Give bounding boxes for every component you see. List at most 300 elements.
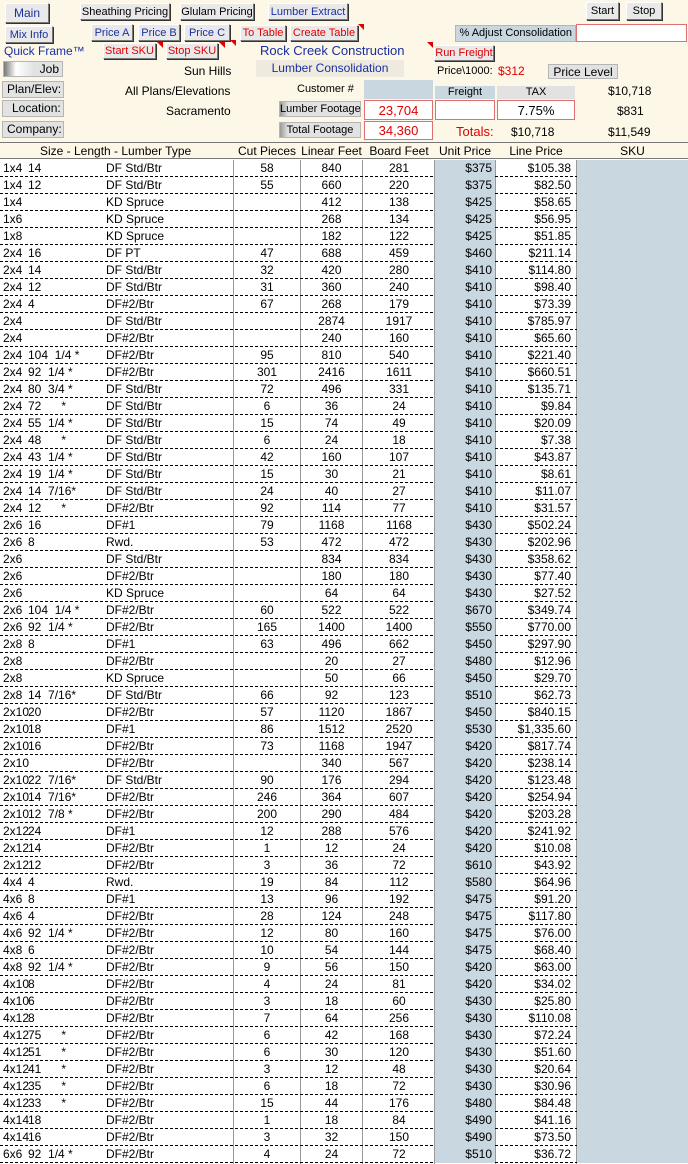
row-sku[interactable]	[577, 585, 688, 602]
row-unit-price[interactable]: $375	[435, 177, 495, 194]
row-line-price: $91.20	[534, 892, 571, 906]
lumber-extract-button[interactable]: Lumber Extract	[268, 3, 348, 20]
row-linear-feet[interactable]: 96	[324, 892, 339, 906]
table-row	[0, 1129, 688, 1146]
row-sku[interactable]	[577, 568, 688, 585]
row-line-price: $41.16	[534, 1113, 571, 1127]
row-linear-feet[interactable]: 364	[321, 790, 342, 804]
row-cut-pieces[interactable]: 53	[260, 535, 274, 549]
row-linear-feet[interactable]: 24	[324, 433, 339, 447]
price-b-button[interactable]: Price B	[138, 24, 180, 41]
row-size: 4x6	[3, 926, 23, 940]
price-c-button[interactable]: Price C	[184, 24, 230, 41]
row-unit-price[interactable]: $420	[435, 976, 495, 993]
row-unit-price[interactable]: $410	[435, 483, 495, 500]
row-linear-feet[interactable]: 50	[324, 671, 339, 685]
row-cut-pieces[interactable]: 95	[260, 348, 274, 362]
row-unit-price[interactable]: $410	[435, 364, 495, 381]
row-sku[interactable]	[577, 194, 688, 211]
row-unit-price[interactable]: $430	[435, 534, 495, 551]
row-sku[interactable]	[577, 534, 688, 551]
row-linear-feet[interactable]: 30	[324, 1045, 339, 1059]
row-sku[interactable]	[577, 313, 688, 330]
row-sku[interactable]	[577, 857, 688, 874]
row-sku[interactable]	[577, 160, 688, 177]
row-linear-feet[interactable]: 114	[321, 501, 342, 515]
row-linear-feet[interactable]: 92	[324, 688, 339, 702]
row-size: 4x12	[3, 1045, 30, 1059]
row-linear-feet[interactable]: 54	[324, 943, 339, 957]
row-line-price: $30.96	[534, 1079, 571, 1093]
row-unit-price[interactable]: $420	[435, 738, 495, 755]
row-line-price: $8.61	[540, 467, 571, 481]
row-linear-feet[interactable]: 290	[321, 807, 342, 821]
row-linear-feet[interactable]: 18	[324, 1079, 339, 1093]
run-freight-button[interactable]: Run Freight	[435, 47, 493, 59]
row-cut-pieces[interactable]: 72	[260, 382, 274, 396]
row-size: 2x4	[3, 280, 23, 294]
row-unit-price[interactable]: $410	[435, 381, 495, 398]
row-linear-feet[interactable]: 42	[324, 1028, 339, 1042]
row-cut-pieces[interactable]: 63	[260, 637, 274, 651]
row-linear-feet[interactable]: 182	[321, 229, 342, 243]
row-linear-feet[interactable]: 522	[321, 603, 342, 617]
row-unit-price[interactable]: $475	[435, 891, 495, 908]
row-length: 75 *	[28, 1028, 67, 1042]
row-sku[interactable]	[577, 653, 688, 670]
row-sku[interactable]	[577, 296, 688, 313]
row-sku[interactable]	[577, 925, 688, 942]
row-linear-feet[interactable]: 18	[324, 994, 339, 1008]
col-header-unit-price: Unit Price	[438, 144, 491, 158]
row-unit-price[interactable]: $425	[435, 194, 495, 211]
row-cut-pieces[interactable]: 9	[263, 960, 271, 974]
row-unit-price[interactable]: $410	[435, 313, 495, 330]
row-size: 2x6	[3, 518, 23, 532]
row-linear-feet[interactable]: 32	[324, 1130, 339, 1144]
row-cut-pieces[interactable]: 6	[263, 433, 271, 447]
row-linear-feet[interactable]: 412	[321, 195, 342, 209]
row-unit-price[interactable]: $430	[435, 585, 495, 602]
row-length: 80 3/4 *	[28, 382, 73, 396]
row-sku[interactable]	[577, 993, 688, 1010]
row-sku[interactable]	[577, 755, 688, 772]
price-a-button[interactable]: Price A	[91, 24, 133, 41]
row-unit-price[interactable]: $430	[435, 1044, 495, 1061]
row-unit-price[interactable]: $425	[435, 228, 495, 245]
row-unit-price[interactable]: $430	[435, 1078, 495, 1095]
row-linear-feet[interactable]: 1512	[318, 722, 345, 736]
row-cut-pieces[interactable]: 92	[260, 501, 274, 515]
row-size: 2x10	[3, 790, 30, 804]
to-table-button[interactable]: To Table	[240, 25, 286, 41]
row-linear-feet[interactable]: 160	[321, 450, 342, 464]
row-sku[interactable]	[577, 1027, 688, 1044]
row-unit-price[interactable]: $410	[435, 415, 495, 432]
row-sku[interactable]	[577, 806, 688, 823]
row-cut-pieces[interactable]: 3	[263, 1062, 271, 1076]
row-lumber-type: DF#2/Btr	[106, 331, 155, 345]
row-linear-feet[interactable]: 12	[324, 841, 339, 855]
row-cut-pieces[interactable]: 4	[263, 1147, 271, 1161]
adjust-consolidation-input[interactable]	[576, 24, 687, 42]
row-linear-feet[interactable]: 240	[321, 331, 342, 345]
row-size: 2x4	[3, 501, 23, 515]
row-sku[interactable]	[577, 1112, 688, 1129]
row-cut-pieces[interactable]: 6	[263, 1079, 271, 1093]
row-sku[interactable]	[577, 1146, 688, 1163]
row-cut-pieces[interactable]: 3	[263, 1130, 271, 1144]
row-unit-price[interactable]: $420	[435, 789, 495, 806]
freight-input[interactable]	[435, 100, 495, 120]
row-linear-feet[interactable]: 24	[324, 1147, 339, 1161]
row-cut-pieces[interactable]: 79	[260, 518, 274, 532]
row-linear-feet[interactable]: 1168	[318, 518, 345, 532]
row-cut-pieces[interactable]: 165	[256, 620, 278, 634]
row-linear-feet[interactable]: 268	[321, 212, 342, 226]
table-row	[0, 483, 688, 500]
row-linear-feet[interactable]: 64	[324, 1011, 339, 1025]
row-size: 4x14	[3, 1113, 30, 1127]
row-sku[interactable]	[577, 840, 688, 857]
row-cut-pieces[interactable]: 1	[263, 841, 271, 855]
row-length: 104 1/4 *	[28, 348, 80, 362]
row-sku[interactable]	[577, 466, 688, 483]
row-lumber-type: DF Std/Btr	[106, 484, 163, 498]
row-lumber-type: DF Std/Btr	[106, 467, 163, 481]
row-unit-price[interactable]: $430	[435, 517, 495, 534]
table-row	[0, 857, 688, 874]
row-board-feet: 472	[388, 535, 410, 549]
row-sku[interactable]	[577, 381, 688, 398]
start-sku-button[interactable]: Start SKU	[103, 43, 156, 59]
row-linear-feet[interactable]: 810	[321, 348, 342, 362]
row-cut-pieces[interactable]: 301	[256, 365, 278, 379]
row-sku[interactable]	[577, 262, 688, 279]
row-sku[interactable]	[577, 364, 688, 381]
row-linear-feet[interactable]: 44	[324, 1096, 339, 1110]
row-sku[interactable]	[577, 721, 688, 738]
row-line-price: $770.00	[527, 620, 571, 634]
row-sku[interactable]	[577, 483, 688, 500]
main-button[interactable]: Main	[5, 3, 49, 23]
row-cut-pieces[interactable]: 57	[260, 705, 274, 719]
row-cut-pieces[interactable]: 7	[263, 1011, 271, 1025]
row-lumber-type: DF#2/Btr	[106, 1079, 155, 1093]
row-unit-price[interactable]: $580	[435, 874, 495, 891]
row-cut-pieces[interactable]: 31	[260, 280, 274, 294]
row-sku[interactable]	[577, 942, 688, 959]
row-unit-price[interactable]: $420	[435, 823, 495, 840]
row-unit-price[interactable]: $430	[435, 993, 495, 1010]
row-sku[interactable]	[577, 823, 688, 840]
sheathing-pricing-button[interactable]: Sheathing Pricing	[80, 3, 170, 20]
row-cut-pieces[interactable]: 3	[263, 994, 271, 1008]
row-linear-feet[interactable]: 472	[321, 535, 342, 549]
row-sku[interactable]	[577, 398, 688, 415]
row-cut-pieces[interactable]: 24	[260, 484, 274, 498]
row-length: 43 1/4 *	[28, 450, 73, 464]
row-unit-price[interactable]: $480	[435, 653, 495, 670]
row-sku[interactable]	[577, 874, 688, 891]
row-cut-pieces[interactable]: 73	[260, 739, 274, 753]
row-linear-feet[interactable]: 24	[324, 977, 339, 991]
row-unit-price[interactable]: $670	[435, 602, 495, 619]
row-unit-price[interactable]: $420	[435, 840, 495, 857]
row-linear-feet[interactable]: 40	[324, 484, 339, 498]
row-linear-feet[interactable]: 360	[321, 280, 342, 294]
row-line-price: $51.85	[534, 229, 571, 243]
row-cut-pieces[interactable]: 246	[256, 790, 278, 804]
row-linear-feet[interactable]: 30	[324, 467, 339, 481]
row-unit-price[interactable]: $410	[435, 296, 495, 313]
row-linear-feet[interactable]: 496	[321, 382, 342, 396]
row-unit-price[interactable]: $510	[435, 687, 495, 704]
row-unit-price[interactable]: $475	[435, 942, 495, 959]
customer-input[interactable]	[364, 80, 433, 99]
row-line-price: $114.80	[528, 263, 571, 277]
row-cut-pieces[interactable]: 47	[260, 246, 274, 260]
row-cut-pieces[interactable]: 13	[260, 892, 274, 906]
row-sku[interactable]	[577, 908, 688, 925]
row-unit-price[interactable]: $450	[435, 704, 495, 721]
row-cut-pieces[interactable]: 86	[260, 722, 274, 736]
row-linear-feet[interactable]: 20	[324, 654, 339, 668]
row-sku[interactable]	[577, 500, 688, 517]
row-linear-feet[interactable]: 176	[321, 773, 342, 787]
lumber-footage-label: Lumber Footage	[280, 103, 361, 115]
row-unit-price[interactable]: $420	[435, 772, 495, 789]
row-unit-price[interactable]: $475	[435, 908, 495, 925]
row-length: 41 *	[28, 1062, 67, 1076]
row-unit-price[interactable]: $410	[435, 449, 495, 466]
row-line-price: $202.96	[527, 535, 571, 549]
row-linear-feet[interactable]: 288	[321, 824, 342, 838]
row-sku[interactable]	[577, 1044, 688, 1061]
row-unit-price[interactable]: $430	[435, 551, 495, 568]
row-line-price: $349.74	[527, 603, 571, 617]
row-cut-pieces[interactable]: 10	[260, 943, 274, 957]
row-board-feet: 64	[392, 586, 406, 600]
row-sku[interactable]	[577, 704, 688, 721]
row-linear-feet[interactable]: 12	[324, 1062, 339, 1076]
row-sku[interactable]	[577, 789, 688, 806]
row-unit-price[interactable]: $430	[435, 1027, 495, 1044]
row-unit-price[interactable]: $420	[435, 959, 495, 976]
row-board-feet: 176	[388, 1096, 410, 1110]
row-cut-pieces[interactable]: 67	[260, 297, 274, 311]
row-unit-price[interactable]: $490	[435, 1129, 495, 1146]
row-sku[interactable]	[577, 415, 688, 432]
row-unit-price[interactable]: $410	[435, 500, 495, 517]
tax-rate[interactable]: 7.75%	[497, 100, 575, 120]
row-sku[interactable]	[577, 517, 688, 534]
table-row	[0, 976, 688, 993]
row-linear-feet[interactable]: 268	[321, 297, 342, 311]
row-line-price: $20.64	[534, 1062, 571, 1076]
row-unit-price[interactable]: $430	[435, 1010, 495, 1027]
job-label: Job	[3, 61, 63, 77]
glulam-pricing-button[interactable]: Glulam Pricing	[180, 3, 254, 20]
row-linear-feet[interactable]: 1400	[318, 620, 345, 634]
row-sku[interactable]	[577, 1129, 688, 1146]
row-cut-pieces[interactable]: 6	[263, 399, 271, 413]
row-unit-price[interactable]: $425	[435, 211, 495, 228]
row-cut-pieces[interactable]: 42	[260, 450, 274, 464]
row-length: 48 *	[28, 433, 67, 447]
mix-info-button[interactable]: Mix Info	[5, 26, 53, 43]
row-sku[interactable]	[577, 330, 688, 347]
row-unit-price[interactable]: $450	[435, 636, 495, 653]
row-unit-price[interactable]: $410	[435, 330, 495, 347]
start-button[interactable]: Start	[586, 2, 619, 20]
row-linear-feet[interactable]: 660	[321, 178, 342, 192]
row-linear-feet[interactable]: 688	[321, 246, 342, 260]
row-cut-pieces[interactable]: 15	[260, 1096, 274, 1110]
row-sku[interactable]	[577, 279, 688, 296]
stop-sku-button[interactable]: Stop SKU	[167, 45, 217, 57]
row-cut-pieces[interactable]: 15	[260, 467, 274, 481]
row-length: 24	[28, 824, 42, 838]
row-board-feet: 27	[392, 484, 406, 498]
row-sku[interactable]	[577, 891, 688, 908]
table-row	[0, 313, 688, 330]
row-cut-pieces[interactable]: 60	[260, 603, 274, 617]
row-linear-feet[interactable]: 84	[324, 875, 339, 889]
row-sku[interactable]	[577, 772, 688, 789]
row-sku[interactable]	[577, 976, 688, 993]
row-unit-price[interactable]: $450	[435, 670, 495, 687]
row-cut-pieces[interactable]: 3	[263, 858, 271, 872]
row-unit-price[interactable]: $410	[435, 398, 495, 415]
row-cut-pieces[interactable]: 66	[260, 688, 274, 702]
row-unit-price[interactable]: $410	[435, 262, 495, 279]
row-sku[interactable]	[577, 432, 688, 449]
row-unit-price[interactable]: $550	[435, 619, 495, 636]
row-size: 2x12	[3, 841, 30, 855]
row-sku[interactable]	[577, 211, 688, 228]
row-unit-price[interactable]: $410	[435, 279, 495, 296]
row-unit-price[interactable]: $430	[435, 568, 495, 585]
row-lumber-type: DF#1	[106, 518, 136, 532]
row-unit-price[interactable]: $430	[435, 1061, 495, 1078]
row-sku[interactable]	[577, 959, 688, 976]
row-sku[interactable]	[577, 347, 688, 364]
row-linear-feet[interactable]: 340	[321, 756, 342, 770]
row-cut-pieces[interactable]: 4	[263, 977, 271, 991]
row-sku[interactable]	[577, 228, 688, 245]
row-sku[interactable]	[577, 687, 688, 704]
row-line-price: $27.52	[534, 586, 571, 600]
row-unit-price[interactable]: $510	[435, 1146, 495, 1163]
row-cut-pieces[interactable]: 58	[260, 161, 274, 175]
col-header-linear: Linear Feet	[301, 144, 362, 158]
row-line-price: $68.40	[534, 943, 571, 957]
row-cut-pieces[interactable]: 32	[260, 263, 274, 277]
row-cut-pieces[interactable]: 28	[260, 909, 274, 923]
row-linear-feet[interactable]: 80	[324, 926, 339, 940]
row-linear-feet[interactable]: 124	[321, 909, 342, 923]
row-linear-feet[interactable]: 2416	[318, 365, 345, 379]
row-size: 2x4	[3, 450, 23, 464]
row-cut-pieces[interactable]: 19	[260, 875, 274, 889]
row-unit-price[interactable]: $410	[435, 466, 495, 483]
row-cut-pieces[interactable]: 55	[260, 178, 274, 192]
row-sku[interactable]	[577, 738, 688, 755]
row-cut-pieces[interactable]: 90	[260, 773, 274, 787]
row-linear-feet[interactable]: 64	[324, 586, 339, 600]
row-unit-price[interactable]: $375	[435, 160, 495, 177]
row-sku[interactable]	[577, 245, 688, 262]
row-size: 2x4	[3, 467, 23, 481]
row-sku[interactable]	[577, 449, 688, 466]
row-linear-feet[interactable]: 2874	[318, 314, 345, 328]
row-board-feet: 331	[388, 382, 410, 396]
row-linear-feet[interactable]: 1168	[318, 739, 345, 753]
table-row	[0, 585, 688, 602]
row-sku[interactable]	[577, 551, 688, 568]
row-sku[interactable]	[577, 670, 688, 687]
create-table-button[interactable]: Create Table	[290, 25, 358, 41]
row-unit-price[interactable]: $460	[435, 245, 495, 262]
row-sku[interactable]	[577, 602, 688, 619]
row-linear-feet[interactable]: 36	[324, 399, 339, 413]
row-cut-pieces[interactable]: 6	[263, 1045, 271, 1059]
row-cut-pieces[interactable]: 200	[256, 807, 278, 821]
row-linear-feet[interactable]: 834	[321, 552, 342, 566]
row-sku[interactable]	[577, 1095, 688, 1112]
table-row	[0, 534, 688, 551]
row-size: 2x6	[3, 603, 23, 617]
row-linear-feet[interactable]: 74	[324, 416, 339, 430]
row-unit-price[interactable]: $490	[435, 1112, 495, 1129]
row-unit-price[interactable]: $420	[435, 806, 495, 823]
row-linear-feet[interactable]: 36	[324, 858, 339, 872]
row-cut-pieces[interactable]: 12	[260, 824, 274, 838]
row-line-price: $502.24	[527, 518, 571, 532]
row-sku[interactable]	[577, 1061, 688, 1078]
row-sku[interactable]	[577, 1010, 688, 1027]
row-unit-price[interactable]: $475	[435, 925, 495, 942]
row-cut-pieces[interactable]: 15	[260, 416, 274, 430]
row-linear-feet[interactable]: 496	[321, 637, 342, 651]
row-sku[interactable]	[577, 619, 688, 636]
row-sku[interactable]	[577, 177, 688, 194]
stop-button[interactable]: Stop	[626, 2, 662, 20]
row-linear-feet[interactable]: 56	[324, 960, 339, 974]
row-unit-price[interactable]: $410	[435, 432, 495, 449]
row-sku[interactable]	[577, 1078, 688, 1095]
row-board-feet: 192	[388, 892, 410, 906]
row-linear-feet[interactable]: 840	[321, 161, 342, 175]
row-board-feet: 112	[389, 875, 409, 889]
row-cut-pieces[interactable]: 1	[263, 1113, 271, 1127]
row-linear-feet[interactable]: 420	[321, 263, 342, 277]
row-linear-feet[interactable]: 1120	[318, 705, 345, 719]
row-unit-price[interactable]: $610	[435, 857, 495, 874]
row-cut-pieces[interactable]: 6	[263, 1028, 271, 1042]
plan-label: Plan/Elev:	[2, 81, 64, 98]
row-cut-pieces[interactable]: 12	[260, 926, 274, 940]
row-linear-feet[interactable]: 18	[324, 1113, 339, 1127]
table-row	[0, 602, 688, 619]
row-unit-price[interactable]: $480	[435, 1095, 495, 1112]
row-linear-feet[interactable]: 180	[321, 569, 342, 583]
row-sku[interactable]	[577, 636, 688, 653]
row-unit-price[interactable]: $410	[435, 347, 495, 364]
row-unit-price[interactable]: $530	[435, 721, 495, 738]
row-unit-price[interactable]: $420	[435, 755, 495, 772]
